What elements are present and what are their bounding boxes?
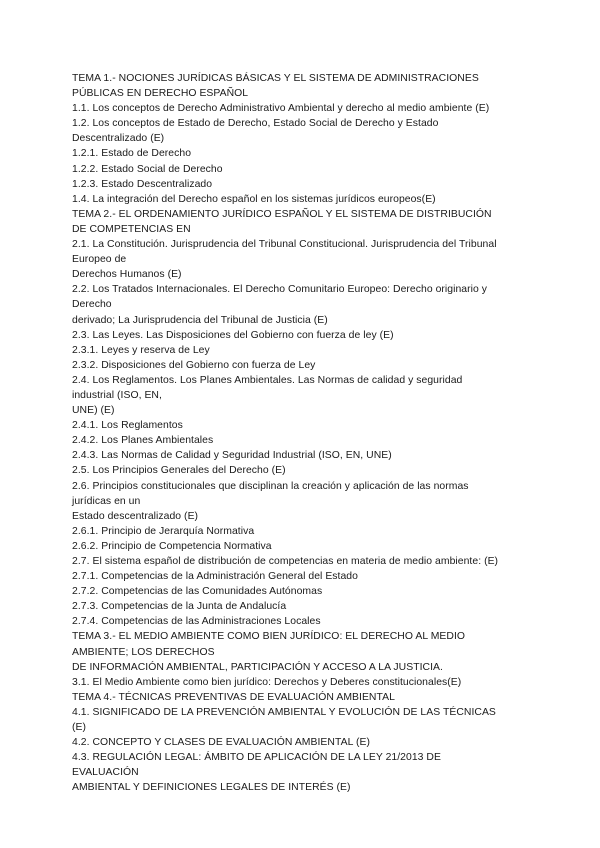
text-line: EVALUACIÓN bbox=[72, 767, 139, 779]
text-line: 1.4. La integración del Derecho español en los sistemas jurídicos europeos(E) bbox=[72, 193, 436, 205]
text-line: 1.2. Los conceptos de Estado de Derecho, Estado Social de Derecho y Estado bbox=[72, 118, 439, 130]
text-line: 2.1. La Constitución. Jurisprudencia del Tribunal Constitucional. Jurisprudencia del Tribunal bbox=[72, 239, 497, 251]
text-line: 1.2.1. Estado de Derecho bbox=[72, 148, 192, 160]
text-line: 2.7.3. Competencias de la Junta de Andalucía bbox=[72, 601, 287, 613]
text-line: 4.2. CONCEPTO Y CLASES DE EVALUACIÓN AMBIENTAL (E) bbox=[72, 737, 370, 749]
text-line: 2.5. Los Principios Generales del Derecho (E) bbox=[72, 465, 286, 477]
text-line: Estado descentralizado (E) bbox=[72, 510, 199, 522]
tema-4-heading: TEMA 4.- TÉCNICAS PREVENTIVAS DE EVALUACIÓN AMBIENTAL bbox=[72, 691, 395, 703]
text-line: industrial (ISO, EN, bbox=[72, 389, 162, 401]
text-line: AMBIENTAL Y DEFINICIONES LEGALES DE INTERÉS (E) bbox=[72, 782, 351, 794]
text-line: 2.7.4. Competencias de las Administraciones Locales bbox=[72, 616, 321, 628]
text-line: Derechos Humanos (E) bbox=[72, 269, 182, 281]
text-line: 2.6.2. Principio de Competencia Normativa bbox=[72, 540, 272, 552]
document-text-body bbox=[72, 71, 532, 796]
text-line: 2.4.1. Los Reglamentos bbox=[72, 420, 183, 432]
text-line: 2.3.2. Disposiciones del Gobierno con fuerza de Ley bbox=[72, 359, 316, 371]
text-line: Derecho bbox=[72, 299, 112, 311]
text-line: 1.2.3. Estado Descentralizado bbox=[72, 178, 213, 190]
text-line: 2.7. El sistema español de distribución de competencias en materia de medio ambiente: (E) bbox=[72, 556, 499, 567]
tema-1-heading-cont: PÚBLICAS EN DERECHO ESPAÑOL bbox=[72, 88, 249, 100]
text-line: 2.3.1. Leyes y reserva de Ley bbox=[72, 344, 210, 356]
text-line: 1.1. Los conceptos de Derecho Administrativo Ambiental y derecho al medio ambiente (E) bbox=[72, 103, 490, 115]
text-line: Europeo de bbox=[72, 254, 127, 266]
text-line: 2.7.2. Competencias de las Comunidades Autónomas bbox=[72, 586, 323, 598]
text-line: 2.4.2. Los Planes Ambientales bbox=[72, 435, 214, 447]
text-line: 2.7.1. Competencias de la Administración General del Estado bbox=[72, 571, 358, 583]
text-line: 2.6. Principios constitucionales que disciplinan la creación y aplicación de las normas bbox=[72, 480, 469, 492]
tema-2-heading-cont: DE COMPETENCIAS EN bbox=[72, 223, 191, 235]
tema-3-heading-cont: AMBIENTE; LOS DERECHOS bbox=[72, 646, 215, 658]
text-line: 1.2.2. Estado Social de Derecho bbox=[72, 163, 223, 175]
tema-3-heading: TEMA 3.- EL MEDIO AMBIENTE COMO BIEN JURÍDICO: EL DERECHO AL MEDIO bbox=[72, 631, 466, 643]
text-line: 2.6.1. Principio de Jerarquía Normativa bbox=[72, 525, 255, 537]
text-line: UNE) (E) bbox=[72, 405, 115, 417]
text-line: (E) bbox=[72, 722, 87, 734]
text-line: 3.1. El Medio Ambiente como bien jurídico: Derechos y Deberes constitucionales(E) bbox=[72, 676, 462, 688]
text-line: 4.3. REGULACIÓN LEGAL: ÁMBITO DE APLICACIÓN DE LA LEY 21/2013 DE bbox=[72, 752, 441, 764]
tema-3-heading-cont: DE INFORMACIÓN AMBIENTAL, PARTICIPACIÓN Y ACCESO A LA JUSTICIA. bbox=[72, 661, 443, 673]
text-line: jurídicas en un bbox=[72, 495, 141, 507]
text-line: Descentralizado (E) bbox=[72, 133, 165, 145]
text-line: 2.4.3. Las Normas de Calidad y Seguridad Industrial (ISO, EN, UNE) bbox=[72, 450, 392, 462]
text-line: 2.3. Las Leyes. Las Disposiciones del Gobierno con fuerza de ley (E) bbox=[72, 329, 394, 341]
tema-2-heading: TEMA 2.- EL ORDENAMIENTO JURÍDICO ESPAÑOL Y EL SISTEMA DE DISTRIBUCIÓN bbox=[72, 208, 492, 220]
text-line: 4.1. SIGNIFICADO DE LA PREVENCIÓN AMBIENTAL Y EVOLUCIÓN DE LAS TÉCNICAS bbox=[72, 706, 496, 718]
text-line: 2.2. Los Tratados Internacionales. El Derecho Comunitario Europeo: Derecho originario y bbox=[72, 284, 488, 296]
tema-1-heading: TEMA 1.- NOCIONES JURÍDICAS BÁSICAS Y EL SISTEMA DE ADMINISTRACIONES bbox=[72, 73, 479, 84]
text-line: 2.4. Los Reglamentos. Los Planes Ambientales. Las Normas de calidad y seguridad bbox=[72, 374, 463, 386]
text-line: derivado; La Jurisprudencia del Tribunal de Justicia (E) bbox=[72, 314, 328, 326]
